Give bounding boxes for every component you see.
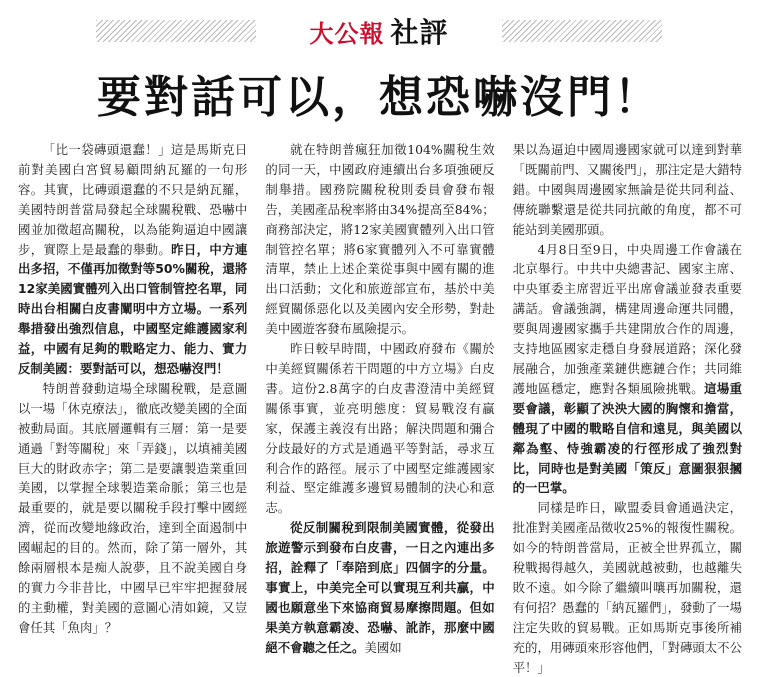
column-3: [513, 140, 742, 677]
brand-logo: 大公報: [309, 19, 385, 48]
paragraph: [265, 518, 494, 657]
article-body: [18, 140, 742, 675]
paragraph-text: 昨日較早時間，中國政府發布《關於中美經貿關係若干問題的中方立場》白皮書。這份2.8萬字的白皮書澄清中美經貿關係事實，並亮明態度：貿易戰沒有贏家，保護主義沒有出路；解決問題和彌合分歧最好的方式是通過平等對話，尋求互利合作的路徑。展示了中國堅定維護國家利益、堅定維護多邊貿易體制的決心和意志。: [265, 341, 495, 516]
masthead-hatch-left: [96, 20, 256, 42]
column-2: [265, 140, 494, 677]
paragraph-text: 特朗普發動這場全球關稅戰，是意圖以一場「休克療法」，徹底改變美國的全面被動局面。其底層邏輯有三層：第一是要通過「對等關稅」來「弄錢」，以填補美國巨大的財政赤字；第二是要讓製造業重回美國，以掌握全球製造業命脈；第三也是最重要的，就是要以關稅手段打擊中國經濟，從而改變地緣政治，達到全面遏制中國崛起的目的。然而，除了第一層外，其餘兩層根本是痴人說夢，且不說美國自身的實力今非昔比，中國早已牢牢把握發展的主動權，對美國的意圖心清如鏡，又豈會任其「魚肉」？: [18, 380, 248, 635]
column-1: [18, 140, 247, 677]
masthead-brand: [301, 11, 456, 51]
masthead-hatch-right: [502, 20, 662, 42]
article-headline: 要對話可以，想恐嚇沒門！: [97, 72, 661, 123]
paragraph-bold-text: 這場重要會議，彰顯了泱泱大國的胸懷和擔當，體現了中國的戰略自信和遠見，與美國以鄰為壑、恃強霸凌的行徑形成了強烈對比，同時也是對美國「策反」意圖狠狠摑的一巴掌。: [512, 380, 742, 496]
paragraph: [18, 140, 247, 379]
paragraph: [265, 339, 494, 518]
paragraph: [513, 140, 742, 240]
paragraph-text: 美國如: [364, 639, 402, 655]
paragraph: [265, 140, 494, 339]
paragraph-bold-text: 昨日，中方連出多招，不僅再加徵對等50%關稅，還將12家美國實體列入出口管制管控名單，同時出台相關白皮書闡明中方立場。一系列舉措發出強烈信息，中國堅定維護國家利益，中國有足夠的戰略定力、能力、實力反制美國：要對話可以，想恐嚇沒門！: [18, 241, 248, 376]
paragraph: [513, 498, 742, 677]
section-tag: 社評: [390, 16, 449, 49]
masthead: [0, 0, 758, 62]
paragraph: [513, 240, 742, 499]
paragraph: [18, 379, 247, 638]
paragraph-text: 就在特朗普瘋狂加徵104%關稅生效的同一天，中國政府連續出台多項強硬反制舉措。國務院關稅稅則委員會發布報告，美國產品稅率將由34%提高至84%；商務部決定，將12家美國實體列入出口管制管控名單；將6家實體列入不可靠實體清單，禁止上述企業從事與中國有關的進出口活動；文化和旅遊部宣布，基於中美經貿關係惡化以及美國內安全形勢，對赴美中國遊客發布風險提示。: [265, 142, 495, 337]
paragraph-text: 「比一袋磚頭還蠢！」這是馬斯克日前對美國白宮貿易顧問納瓦羅的一句形容。其實，比磚頭還蠢的不只是納瓦羅，美國特朗普當局發起全球關稅戰、恐嚇中國並加徵超高關稅，以為能夠逼迫中國讓步，實際上是最蠢的舉動。: [18, 142, 248, 257]
paragraph-text: 果以為逼迫中國周邊國家就可以達到對華「既關前門、又關後門」，那注定是大錯特錯。中國與周邊國家無論是從共同利益、傳統聯繫還是從共同抗敵的角度，都不可能站到美國那頭。: [512, 142, 742, 237]
paragraph-bold-text: 從反制關稅到限制美國實體，從發出旅遊警示到發布白皮書，一日之內連出多招，詮釋了「奉陪到底」四個字的分量。事實上，中美完全可以實現互利共贏，中國也願意坐下來協商貿易摩擦問題。但如果美方執意霸凌、恐嚇、訛詐，那麼中國絕不會聽之任之。: [265, 520, 495, 655]
paragraph-text: 同樣是昨日，歐盟委員會通過決定，批准對美國產品徵收25%的報復性關稅。如今的特朗普當局，正被全世界孤立，關稅戰揭得越久，美國就越被動，也越離失敗不遠。如今除了繼續叫嚷再加關稅，還有何招？愚蠢的「納瓦羅們」，發動了一場注定失敗的貿易戰。正如馬斯克事後所補充的，用磚頭來形容他們，「對磚頭太不公平！」: [512, 500, 742, 675]
paragraph-text: 4月8日至9日，中央周邊工作會議在北京舉行。中共中央總書記、國家主席、中央軍委主席習近平出席會議並發表重要講話。會議強調，構建周邊命運共同體，要與周邊國家攜手共建開放合作的周邊，支持地區國家走穩自身發展道路；深化發展融合，加強產業鏈供應鏈合作；共同維護地區穩定，應對各類風險挑戰。: [512, 241, 742, 396]
